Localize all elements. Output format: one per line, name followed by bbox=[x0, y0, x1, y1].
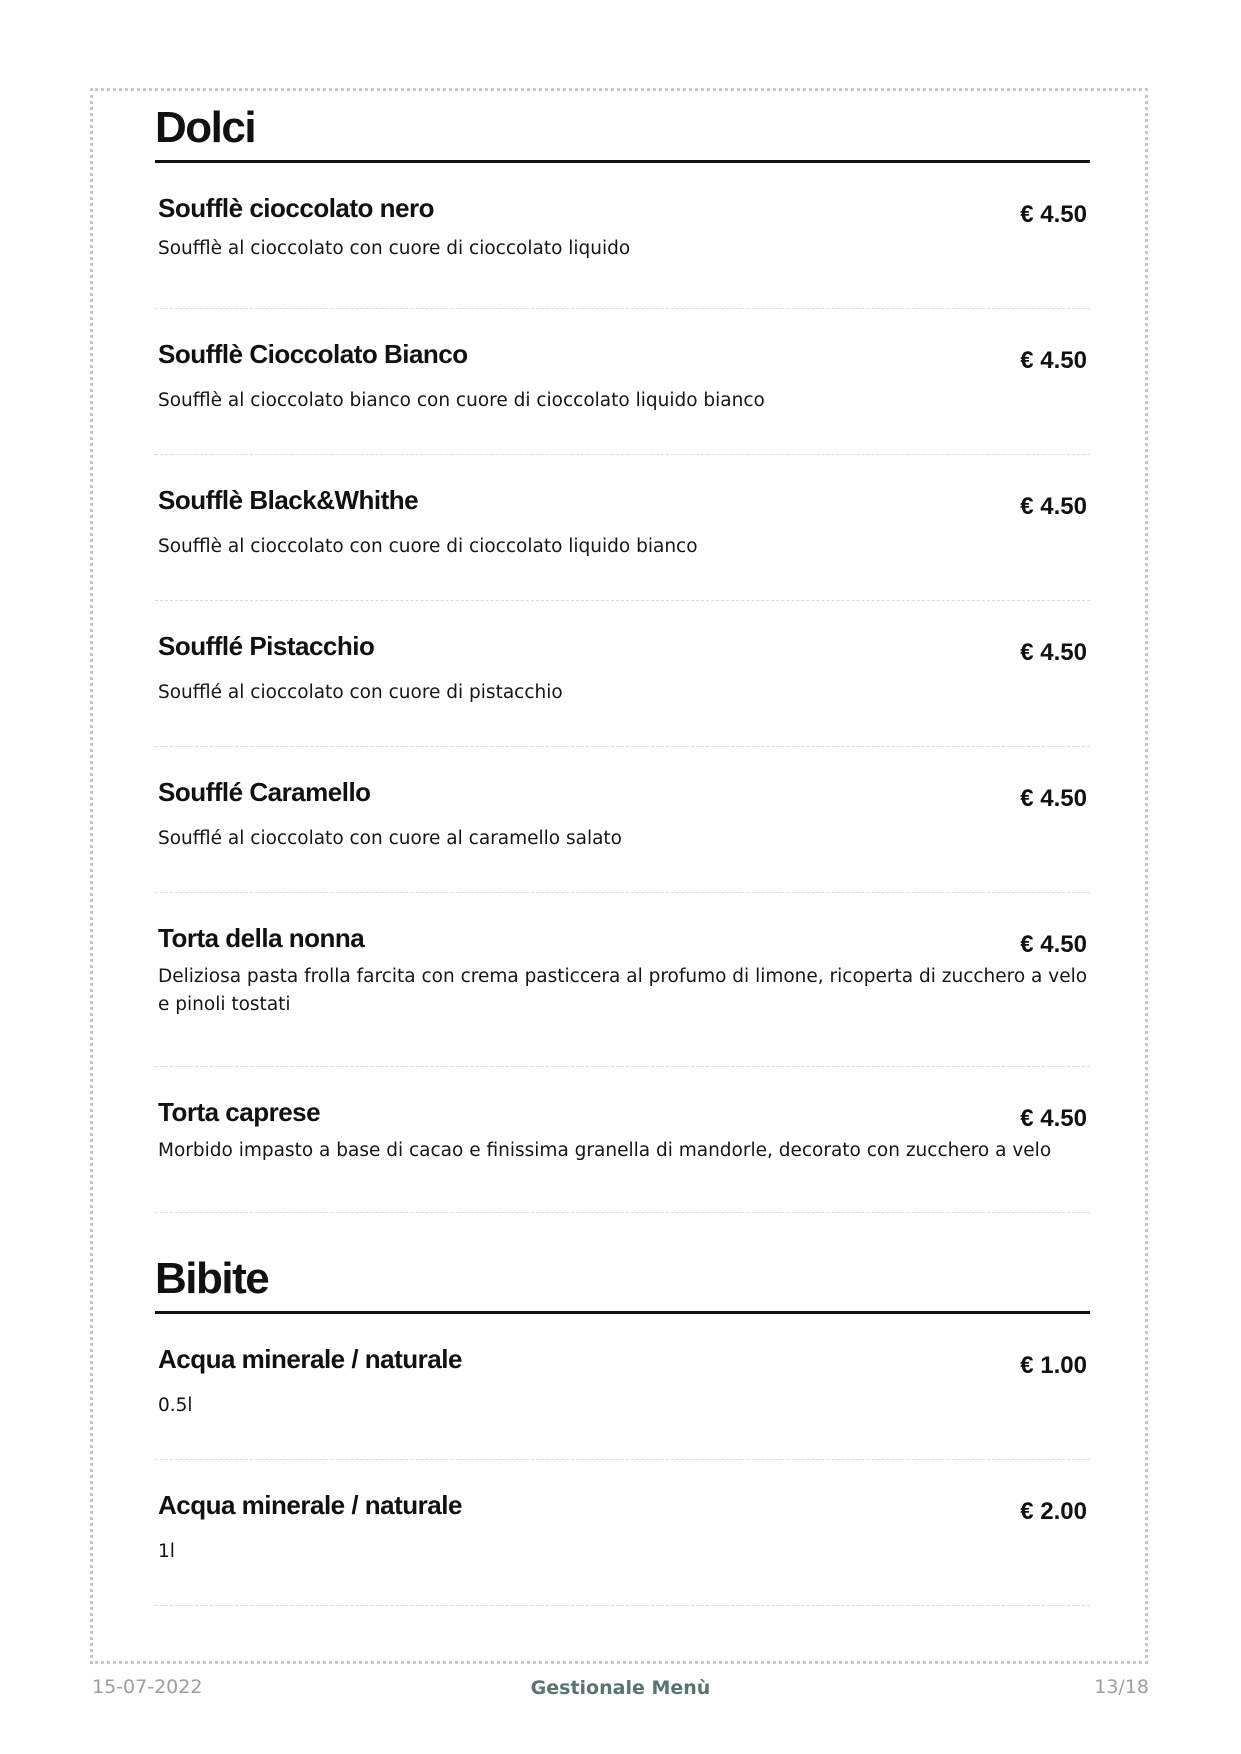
menu-item bbox=[155, 893, 1090, 1067]
item-name: Torta caprese bbox=[158, 1097, 321, 1127]
item-description: Morbido impasto a base di cacao e finissima granella di mandorle, decorato con zucchero a velo bbox=[158, 1140, 1052, 1161]
item-description: Soufflé al cioccolato con cuore al caramello salato bbox=[158, 828, 622, 849]
menu-item bbox=[155, 1314, 1090, 1460]
item-name: Soufflè Cioccolato Bianco bbox=[158, 339, 468, 369]
section-title: Bibite bbox=[155, 1251, 1090, 1314]
item-price: € 4.50 bbox=[1020, 493, 1087, 520]
item-description: Deliziosa pasta frolla farcita con crema pasticcera al profumo di limone, ricoperta di zucchero a velo e pinoli tostati bbox=[158, 966, 1088, 1015]
menu-item bbox=[155, 1460, 1090, 1606]
item-name: Soufflè Black&Whithe bbox=[158, 485, 419, 515]
footer-date: 15-07-2022 bbox=[92, 1676, 203, 1698]
menu-content bbox=[155, 100, 1090, 1606]
menu-item bbox=[155, 309, 1090, 455]
item-description: Soufflé al cioccolato con cuore di pistacchio bbox=[158, 682, 563, 703]
menu-item bbox=[155, 601, 1090, 747]
item-price: € 4.50 bbox=[1020, 1105, 1087, 1132]
item-name: Soufflè cioccolato nero bbox=[158, 193, 434, 223]
item-price: € 4.50 bbox=[1020, 785, 1087, 812]
section-dolci bbox=[155, 100, 1090, 1213]
footer-brand: Gestionale Menù bbox=[530, 1677, 711, 1699]
page-number: 13/18 bbox=[1094, 1676, 1149, 1698]
item-name: Acqua minerale / naturale bbox=[158, 1344, 462, 1374]
page-footer bbox=[0, 1676, 1241, 1706]
section-title: Dolci bbox=[155, 100, 1090, 163]
item-description: Soufflè al cioccolato bianco con cuore di cioccolato liquido bianco bbox=[158, 390, 765, 411]
item-name: Soufflé Caramello bbox=[158, 777, 371, 807]
menu-item bbox=[155, 455, 1090, 601]
item-price: € 4.50 bbox=[1020, 639, 1087, 666]
item-description: Soufflè al cioccolato con cuore di cioccolato liquido bbox=[158, 238, 631, 259]
item-price: € 4.50 bbox=[1020, 347, 1087, 374]
section-spacer bbox=[155, 1213, 1090, 1251]
item-name: Torta della nonna bbox=[158, 923, 365, 953]
menu-item bbox=[155, 163, 1090, 309]
item-price: € 2.00 bbox=[1020, 1498, 1087, 1525]
item-name: Acqua minerale / naturale bbox=[158, 1490, 462, 1520]
item-description: 1l bbox=[158, 1541, 175, 1562]
item-price: € 4.50 bbox=[1020, 931, 1087, 958]
menu-item bbox=[155, 1067, 1090, 1213]
section-bibite bbox=[155, 1251, 1090, 1606]
item-price: € 4.50 bbox=[1020, 201, 1087, 228]
menu-item bbox=[155, 747, 1090, 893]
item-name: Soufflé Pistacchio bbox=[158, 631, 375, 661]
item-description: Soufflè al cioccolato con cuore di cioccolato liquido bianco bbox=[158, 536, 698, 557]
item-price: € 1.00 bbox=[1020, 1352, 1087, 1379]
item-description: 0.5l bbox=[158, 1395, 193, 1416]
